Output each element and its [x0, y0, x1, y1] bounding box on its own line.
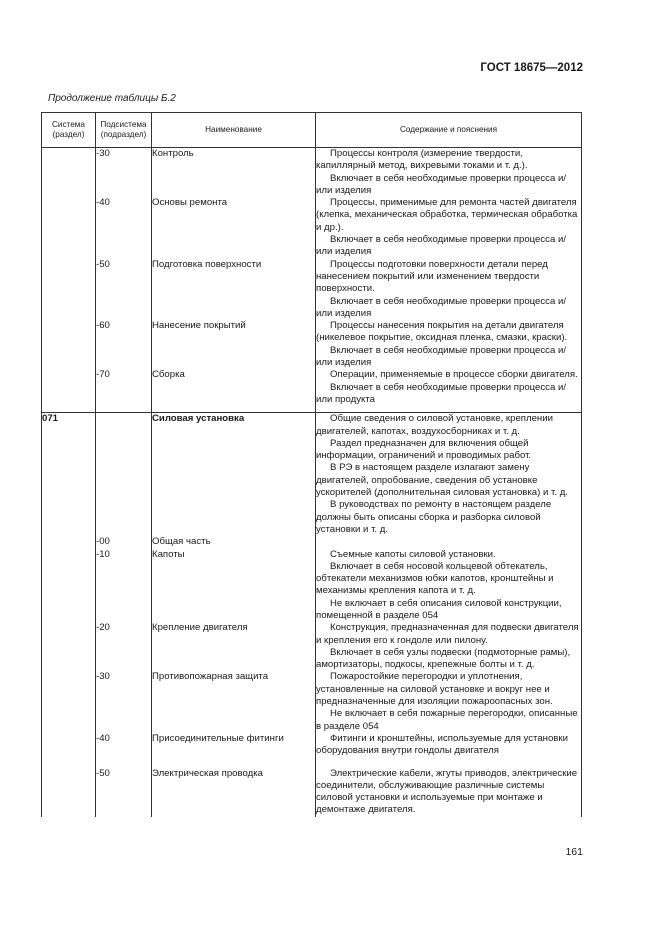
- description-paragraph: Включает в себя необходимые проверки процесса и/или изделия: [316, 172, 566, 196]
- system-cell: [42, 536, 96, 548]
- subsystem-cell: -70: [96, 369, 152, 412]
- description-paragraph: Включает в себя необходимые проверки процесса и/или изделия: [316, 295, 566, 319]
- table-row: [42, 671, 582, 732]
- description-paragraph: Включает в себя необходимые проверки процесса и/или изделия: [316, 344, 566, 369]
- description-paragraph: Пожаростойкие перегородки и уплотнения, установленные на силовой установке и вокруг нее и предназначенные для изоляции пожароопасных зон.: [316, 671, 553, 708]
- description-paragraph: Операции, применяемые в процессе сборки двигателя.: [330, 369, 578, 381]
- table-row: [42, 622, 582, 671]
- description-cell: [316, 320, 582, 369]
- system-cell: [42, 259, 96, 320]
- description-paragraph: Электрические кабели, жгуты приводов, электрические соединители, обслуживающие различные системы силовой установки и используемые при монтаже и демонтаже двигателя.: [316, 767, 578, 816]
- subsystem-cell: -60: [96, 320, 152, 369]
- name-cell: Нанесение покрытий: [152, 320, 316, 369]
- subsystem-cell: [96, 413, 152, 536]
- description-paragraph: Не включает в себя пожарные перегородки, описанные в разделе 054: [316, 708, 578, 732]
- col-header-system: Система (раздел): [42, 113, 96, 148]
- description-paragraph: Включает в себя необходимые проверки процесса и/или продукта: [316, 381, 566, 405]
- name-cell: Крепление двигателя: [152, 622, 316, 671]
- description-paragraph: В руководствах по ремонту в настоящем разделе должны быть описаны сборка и разборка силовой установки и т. д.: [316, 499, 552, 535]
- description-cell: [316, 733, 582, 768]
- system-cell: [42, 197, 96, 258]
- description-cell: [316, 197, 582, 258]
- table-row: [42, 369, 582, 412]
- description-cell: [316, 369, 582, 412]
- description-cell: [316, 549, 582, 623]
- description-cell: [316, 413, 582, 536]
- description-paragraph: Процессы подготовки поверхности детали перед нанесением покрытий или изменением твердости поверхности.: [316, 258, 548, 295]
- description-paragraph: Общие сведения о силовой установке, креплении двигателей, капотах, воздухосборниках и т. д.: [316, 413, 553, 437]
- page-number: 161: [565, 846, 583, 858]
- name-cell: Противопожарная защита: [152, 671, 316, 732]
- name-cell: Общая часть: [152, 536, 316, 548]
- system-cell: [42, 768, 96, 817]
- description-cell: [316, 148, 582, 198]
- description-cell: [316, 768, 582, 817]
- table-row: [42, 536, 582, 548]
- description-paragraph: Не включает в себя описания силовой конструкции, помещенной в разделе 054: [316, 597, 562, 621]
- subsystem-cell: -30: [96, 148, 152, 198]
- name-cell: Присоединительные фитинги: [152, 733, 316, 768]
- name-cell: Подготовка поверхности: [152, 259, 316, 320]
- description-paragraph: Съемные капоты силовой установки.: [330, 548, 496, 560]
- table-continuation-caption: Продолжение таблицы Б.2: [48, 93, 176, 104]
- col-header-subsystem: Подсистема (подраздел): [96, 113, 152, 148]
- table-row: [42, 320, 582, 369]
- name-cell: Капоты: [152, 549, 316, 623]
- description-paragraph: Включает в себя необходимые проверки процесса и/или изделия: [316, 234, 566, 258]
- table-row: [42, 148, 582, 198]
- name-cell: Основы ремонта: [152, 197, 316, 258]
- subsystem-cell: -50: [96, 259, 152, 320]
- description-cell: [316, 259, 582, 320]
- table-row: [42, 549, 582, 623]
- system-cell: 071: [42, 413, 96, 536]
- standard-header: ГОСТ 18675—2012: [480, 62, 583, 74]
- description-cell: [316, 671, 582, 732]
- subsystem-cell: -00: [96, 536, 152, 548]
- table-row: [42, 197, 582, 258]
- system-cell: [42, 549, 96, 623]
- subsystem-cell: -20: [96, 622, 152, 671]
- system-cell: [42, 148, 96, 198]
- table-header-row: [42, 113, 582, 148]
- description-paragraph: Процессы, применимые для ремонта частей двигателя (клепка, механическая обработка, термическая обработка и др.).: [316, 197, 578, 233]
- description-paragraph: Включает в себя узлы подвески (подмоторные рамы), амортизаторы, подкосы, крепежные болты и т. д.: [316, 646, 571, 671]
- description-cell: [316, 622, 582, 671]
- description-paragraph: Раздел предназначен для включения общей информации, ограничений и проводимых работ.: [316, 437, 532, 462]
- system-cell: [42, 320, 96, 369]
- table-row: [42, 259, 582, 320]
- table-row: [42, 768, 582, 817]
- description-paragraph: Процессы контроля (измерение твердости, капиллярный метод, вихревыми токами и т. д.).: [316, 148, 528, 172]
- col-header-name: Наименование: [152, 113, 316, 148]
- description-cell: [316, 536, 582, 548]
- description-paragraph: Включает в себя носовой кольцевой обтекатель, обтекатели механизмов юбки капотов, кронштейны и механизмы крепления капота и т. д.: [316, 560, 554, 597]
- description-paragraph: Конструкция, предназначенная для подвески двигателя и крепления его к гондоле или пилону.: [316, 622, 579, 646]
- name-cell: Силовая установка: [152, 413, 316, 536]
- table-row: [42, 413, 582, 536]
- name-cell: Сборка: [152, 369, 316, 412]
- subsystem-cell: -30: [96, 671, 152, 732]
- system-cell: [42, 671, 96, 732]
- description-paragraph: Фитинги и кронштейны, используемые для установки оборудования внутри гондолы двигателя: [316, 732, 568, 757]
- classification-table: [41, 112, 582, 817]
- col-header-description: Содержание и пояснения: [316, 113, 582, 148]
- subsystem-cell: -10: [96, 549, 152, 623]
- subsystem-cell: -40: [96, 733, 152, 768]
- system-cell: [42, 733, 96, 768]
- description-paragraph: В РЭ в настоящем разделе излагают замену двигателей, опробование, сведения об установке ускорителей (дополнительная силовая установка) и т. д.: [316, 462, 568, 499]
- table-row: [42, 733, 582, 768]
- name-cell: Электрическая проводка: [152, 768, 316, 817]
- name-cell: Контроль: [152, 148, 316, 198]
- system-cell: [42, 622, 96, 671]
- subsystem-cell: -50: [96, 768, 152, 817]
- system-cell: [42, 369, 96, 412]
- subsystem-cell: -40: [96, 197, 152, 258]
- description-paragraph: Процессы нанесения покрытия на детали двигателя (никелевое покрытие, оксидная пленка, смазки, краски).: [316, 320, 568, 344]
